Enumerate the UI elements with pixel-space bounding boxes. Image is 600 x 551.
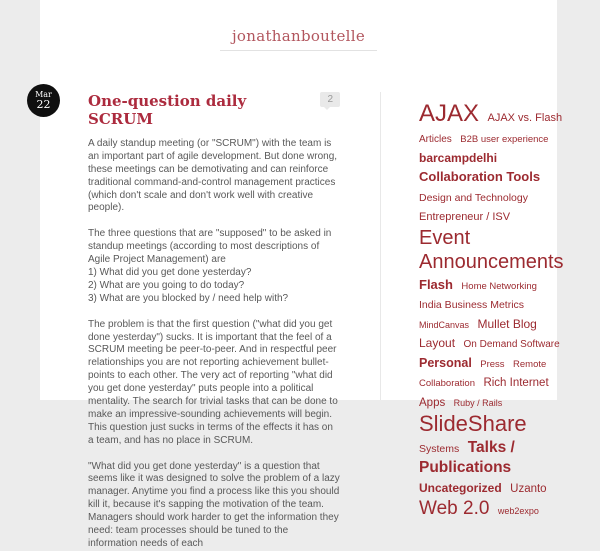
tag-link-flash[interactable]: Flash — [419, 276, 453, 292]
post-paragraph: "What did you get done yesterday" is a question that seems like it was designed to solve the problem of a lazy manager. Anytime you find a process like this you should kill it, because it's sapping the motivation of the team. Managers should work harder to get the information they need: team processes should be tuned to the information needs of each — [88, 460, 340, 549]
tag-link-collaboration-tools[interactable]: Collaboration Tools — [419, 169, 541, 185]
tag-link-home-networking[interactable]: Home Networking — [461, 280, 537, 292]
tag-link-web-2-0[interactable]: Web 2.0 — [419, 498, 490, 520]
tag-link-press[interactable]: Press — [480, 358, 505, 370]
post-paragraph: The three questions that are "supposed" to be asked in standup meetings (according to most descriptions of Agile Project Management) are 1) What did you get done yesterday? 2) What are you going to do today? 3) What are you blocked by / need help with? — [88, 228, 332, 304]
tag-link-uncategorized[interactable]: Uncategorized — [419, 480, 502, 495]
tag-link-rich-internet-apps[interactable]: Rich Internet Apps — [419, 377, 549, 409]
post-column — [88, 92, 340, 549]
tag-link-talks-publications[interactable]: Talks / Publications — [419, 439, 515, 476]
tag-link-event-announcements[interactable]: Event Announcements — [419, 226, 564, 274]
sidebar — [380, 92, 572, 520]
post-title-link[interactable]: One-question daily SCRUM — [88, 92, 247, 128]
post-paragraph: The problem is that the first question ("what did you get done yesterday") sucks. It is important that the feel of a SCRUM meeting be peer-to-peer. And in respectful peer relationships you are not reporting achievement bullet-points to each other. The very act of reporting "what did you get done yesterday" puts people into a political mentality. The search for trivial tasks that can be done to make an impressive-sounding achievements will begin. This question just sucks in terms of the effects it has on a team, and has no place in SCRUM. — [88, 318, 338, 446]
tag-link-ajax[interactable]: AJAX — [419, 100, 480, 127]
post-date-month: Mar — [35, 90, 52, 99]
tag-link-slideshare[interactable]: SlideShare — [419, 411, 527, 437]
tag-link-entrepreneur-isv[interactable]: Entrepreneur / ISV — [419, 211, 511, 224]
post-paragraph: A daily standup meeting (or "SCRUM") with the team is an important part of agile development. But done wrong, these meetings can be demotivating and can reinforce traditional command-and-control management practices (which don't scale and don't work well with creative people). — [88, 138, 338, 214]
tag-link-personal[interactable]: Personal — [419, 355, 472, 370]
tag-link-remote-collaboration[interactable]: Remote Collaboration — [419, 358, 547, 390]
tag-link-ajax-vs-flash[interactable]: AJAX vs. Flash — [487, 112, 563, 124]
tag-link-design-and-technology[interactable]: Design and Technology — [419, 191, 528, 204]
tag-link-mullet-blog-layout[interactable]: Mullet Blog Layout — [419, 316, 537, 351]
post-body — [88, 138, 340, 551]
tag-link-systems[interactable]: Systems — [419, 443, 460, 456]
tag-link-ruby-rails[interactable]: Ruby / Rails — [453, 397, 503, 408]
post-title-row — [88, 92, 340, 128]
tag-link-on-demand-software[interactable]: On Demand Software — [463, 339, 560, 351]
tag-link-articles[interactable]: Articles — [419, 134, 452, 146]
site-title-link[interactable]: jonathanboutelle — [220, 27, 377, 51]
post-date-badge — [27, 84, 60, 117]
tag-link-b2b-user-experience[interactable]: B2B user experience — [460, 134, 549, 146]
tag-link-web2expo[interactable]: web2expo — [497, 506, 539, 517]
tag-cloud — [419, 99, 568, 521]
content-columns — [88, 92, 564, 549]
tag-link-barcampdelhi[interactable]: barcampdelhi — [419, 150, 498, 165]
content-card — [40, 0, 564, 549]
tag-link-india-business-metrics[interactable]: India Business Metrics — [419, 299, 525, 312]
site-header — [40, 0, 557, 51]
post-date-day: 22 — [36, 98, 51, 111]
tag-link-mindcanvas[interactable]: MindCanvas — [419, 319, 470, 330]
comment-count-badge[interactable]: 2 — [320, 92, 340, 107]
tag-link-uzanto[interactable]: Uzanto — [510, 482, 547, 495]
